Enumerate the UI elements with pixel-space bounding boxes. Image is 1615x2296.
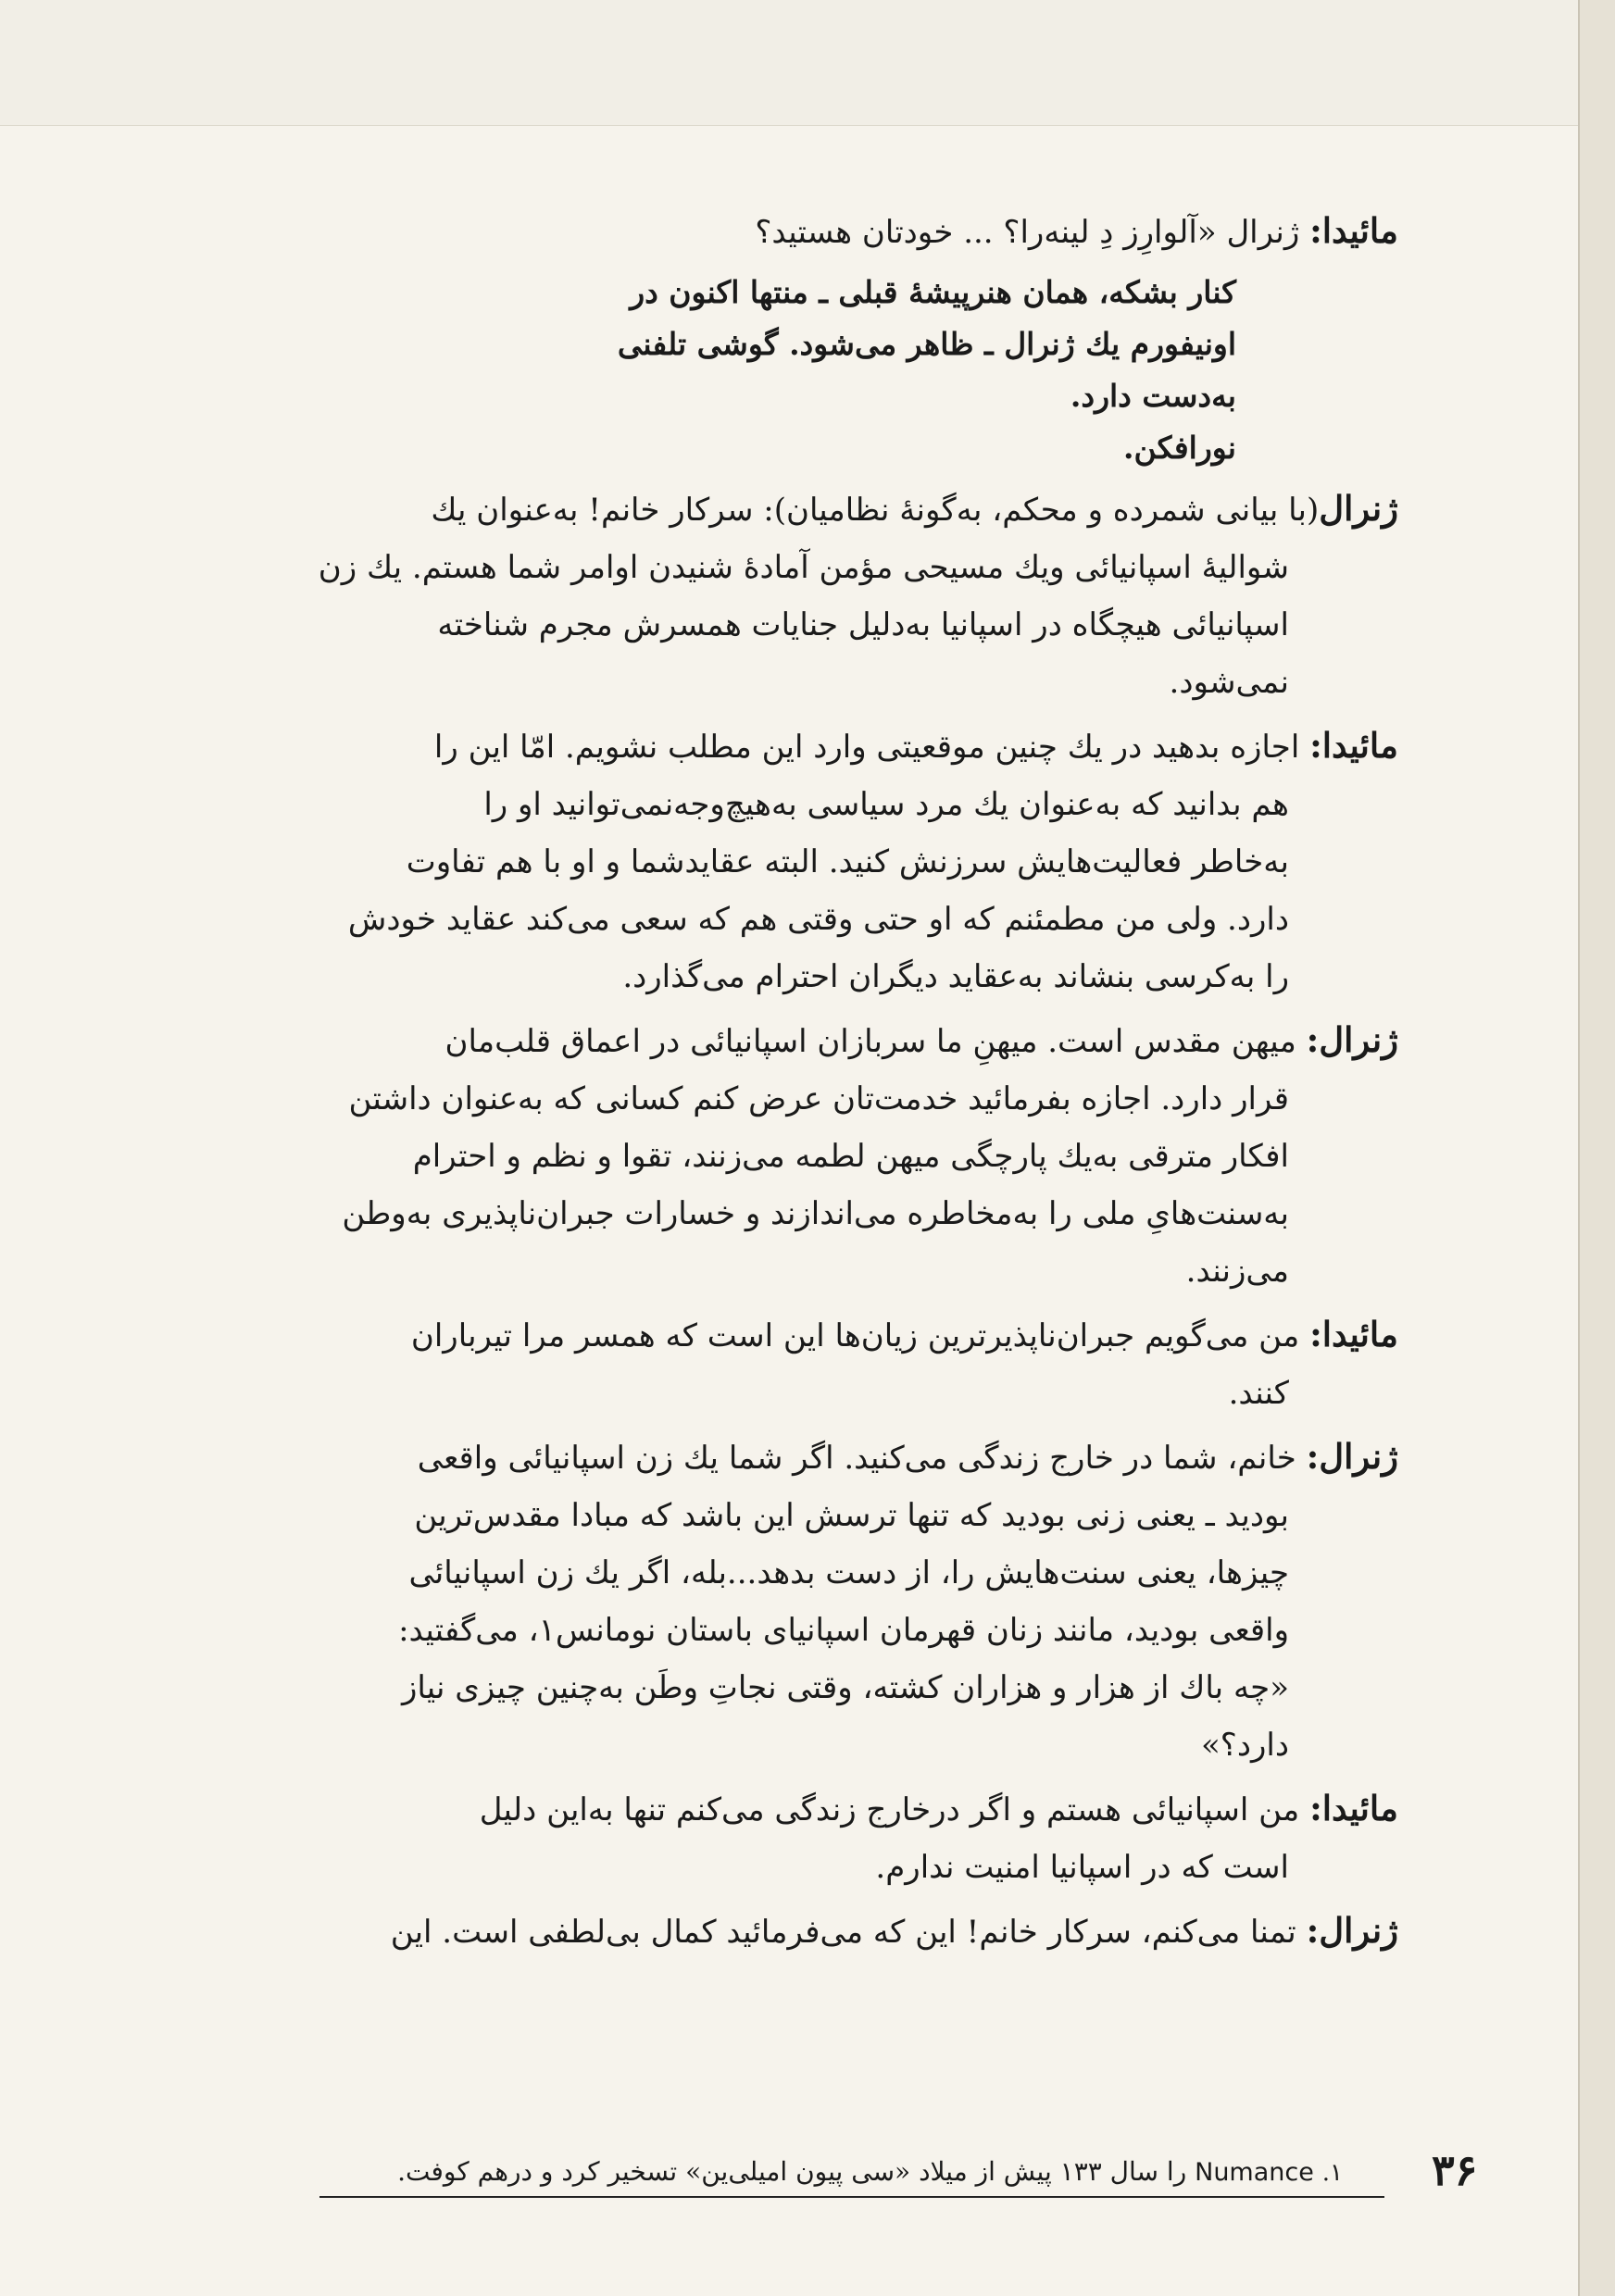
footnote (278, 2146, 1343, 2199)
dialogue-line: می‌زنند. (1185, 1253, 1289, 1290)
dialogue-line: اجازه بدهید در یك چنین موقعیتی وارد این مطلب نشویم. امّا این را (433, 729, 1300, 766)
dialogue-line: بودید ـ یعنی زنی بودید که تنها ترسش این باشد که مبادا مقدس‌ترین (414, 1497, 1289, 1534)
dialogue-line: هم بدانید که به‌عنوان یك مرد سیاسی به‌هیچ‌وجه‌نمی‌توانید او را (483, 786, 1289, 823)
page-number: ۳۶ (1432, 2145, 1478, 2195)
speaker-name: مائیدا: (1309, 1788, 1398, 1828)
dialogue-line: دارد. ولی من مطمئنم که او حتی وقتی هم که سعی می‌کند عقاید خودش (347, 901, 1289, 938)
dialogue-line: (با بیانی شمرده و محکم، به‌گونهٔ نظامیان): سرکار خانم! به‌عنوان یك (431, 492, 1320, 529)
footnote-latin-term: Numance (1195, 2158, 1314, 2187)
dialogue-line: چیزها، یعنی سنت‌هایش را، از دست بدهد...بله، اگر یك زن اسپانیائی (408, 1554, 1289, 1591)
dialogue-line: دارد؟» (1201, 1727, 1289, 1764)
dialogue-line: تمنا می‌کنم، سرکار خانم! این که می‌فرمائید کمال بی‌لطفی است. این (390, 1914, 1296, 1951)
speaker-name: ژنرال: (1306, 1910, 1398, 1951)
dialogue-line: شوالیهٔ اسپانیائی ویك مسیحی مؤمن آمادهٔ شنیدن اوامر شما هستم. یك زن (318, 549, 1289, 586)
dialogue-line: را به‌کرسی بنشاند به‌عقاید دیگران احترام می‌گذارد. (622, 958, 1289, 995)
dialogue-line: میهن مقدس است. میهنِ ما سربازان اسپانیائی در اعماق قلب‌مان (444, 1023, 1296, 1060)
dialogue-entry (264, 1902, 1398, 1961)
speaker-name: مائیدا: (1309, 210, 1398, 251)
dialogue-line: کنند. (1228, 1375, 1289, 1412)
dialogue-line: خانم، شما در خارج زندگی می‌کنید. اگر شما یك زن اسپانیائی واقعی (417, 1440, 1296, 1477)
dialogue-line: ژنرال «آلوارِز دِ لینه‌را؟ ... خودتان هستید؟ (755, 214, 1300, 251)
dialogue-entry (264, 480, 1398, 711)
dialogue-entry (264, 202, 1398, 261)
stage-direction-line: اونیفورم یك ژنرال ـ ظاهر می‌شود. گوشی تلفنی (617, 326, 1236, 362)
dialogue-line: «چه باك از هزار و هزاران کشته، وقتی نجاتِ وطَن به‌چنین چیزی نیاز (401, 1669, 1289, 1706)
stage-direction-line: به‌دست دارد. (1070, 378, 1236, 414)
speaker-name: مائیدا: (1309, 1314, 1398, 1354)
footnote-text: را سال ۱۳۳ پیش از میلاد «سی پیون امیلی‌ین» تسخیر کرد و درهم کوفت. (397, 2156, 1187, 2187)
speaker-name: مائیدا: (1309, 725, 1398, 766)
dialogue-entry (264, 1428, 1398, 1774)
speaker-name: ژنرال: (1306, 1436, 1398, 1477)
page-binding-edge (1578, 0, 1615, 2296)
play-dialogue (264, 202, 1398, 1966)
dialogue-line: نمی‌شود. (1169, 664, 1289, 701)
page-top-margin (0, 0, 1615, 126)
stage-direction-line: نورافکن. (1123, 430, 1236, 466)
dialogue-entry (264, 717, 1398, 1005)
stage-direction (264, 267, 1398, 474)
dialogue-entry (264, 1779, 1398, 1896)
dialogue-line: واقعی بودید، مانند زنان قهرمان اسپانیای باستان نومانس۱، می‌گفتید: (398, 1612, 1289, 1649)
dialogue-line: من اسپانیائی هستم و اگر درخارج زندگی می‌کنم تنها به‌این دلیل (479, 1791, 1300, 1828)
dialogue-line: به‌سنت‌هایِ ملی را به‌مخاطره می‌اندازند و خسارات جبران‌ناپذیری به‌وطن (342, 1195, 1289, 1232)
speaker-name: ژنرال (1319, 488, 1398, 529)
speaker-name: ژنرال: (1306, 1019, 1398, 1060)
stage-direction-line: کنار بشکه، همان هنرپیشهٔ قبلی ـ منتها اکنون در (630, 274, 1236, 310)
footnote-marker: ۱. (1321, 2159, 1343, 2187)
dialogue-line: اسپانیائی هیچگاه در اسپانیا به‌دلیل جنایات همسرش مجرم شناخته (437, 606, 1289, 643)
dialogue-line: من می‌گویم جبران‌ناپذیرترین زیان‌ها این است که همسر مرا تیرباران (410, 1317, 1300, 1354)
dialogue-entry (264, 1305, 1398, 1422)
dialogue-line: به‌خاطر فعالیت‌هایش سرزنش کنید. البته عقایدشما و او با هم تفاوت (406, 843, 1289, 880)
dialogue-entry (264, 1011, 1398, 1300)
dialogue-line: قرار دارد. اجازه بفرمائید خدمت‌تان عرض کنم کسانی که به‌عنوان داشتن (348, 1080, 1289, 1117)
dialogue-line: افکار مترقی به‌یك پارچگی میهن لطمه می‌زنند، تقوا و نظم و احترام (412, 1138, 1289, 1175)
dialogue-line: است که در اسپانیا امنیت ندارم. (875, 1849, 1289, 1886)
